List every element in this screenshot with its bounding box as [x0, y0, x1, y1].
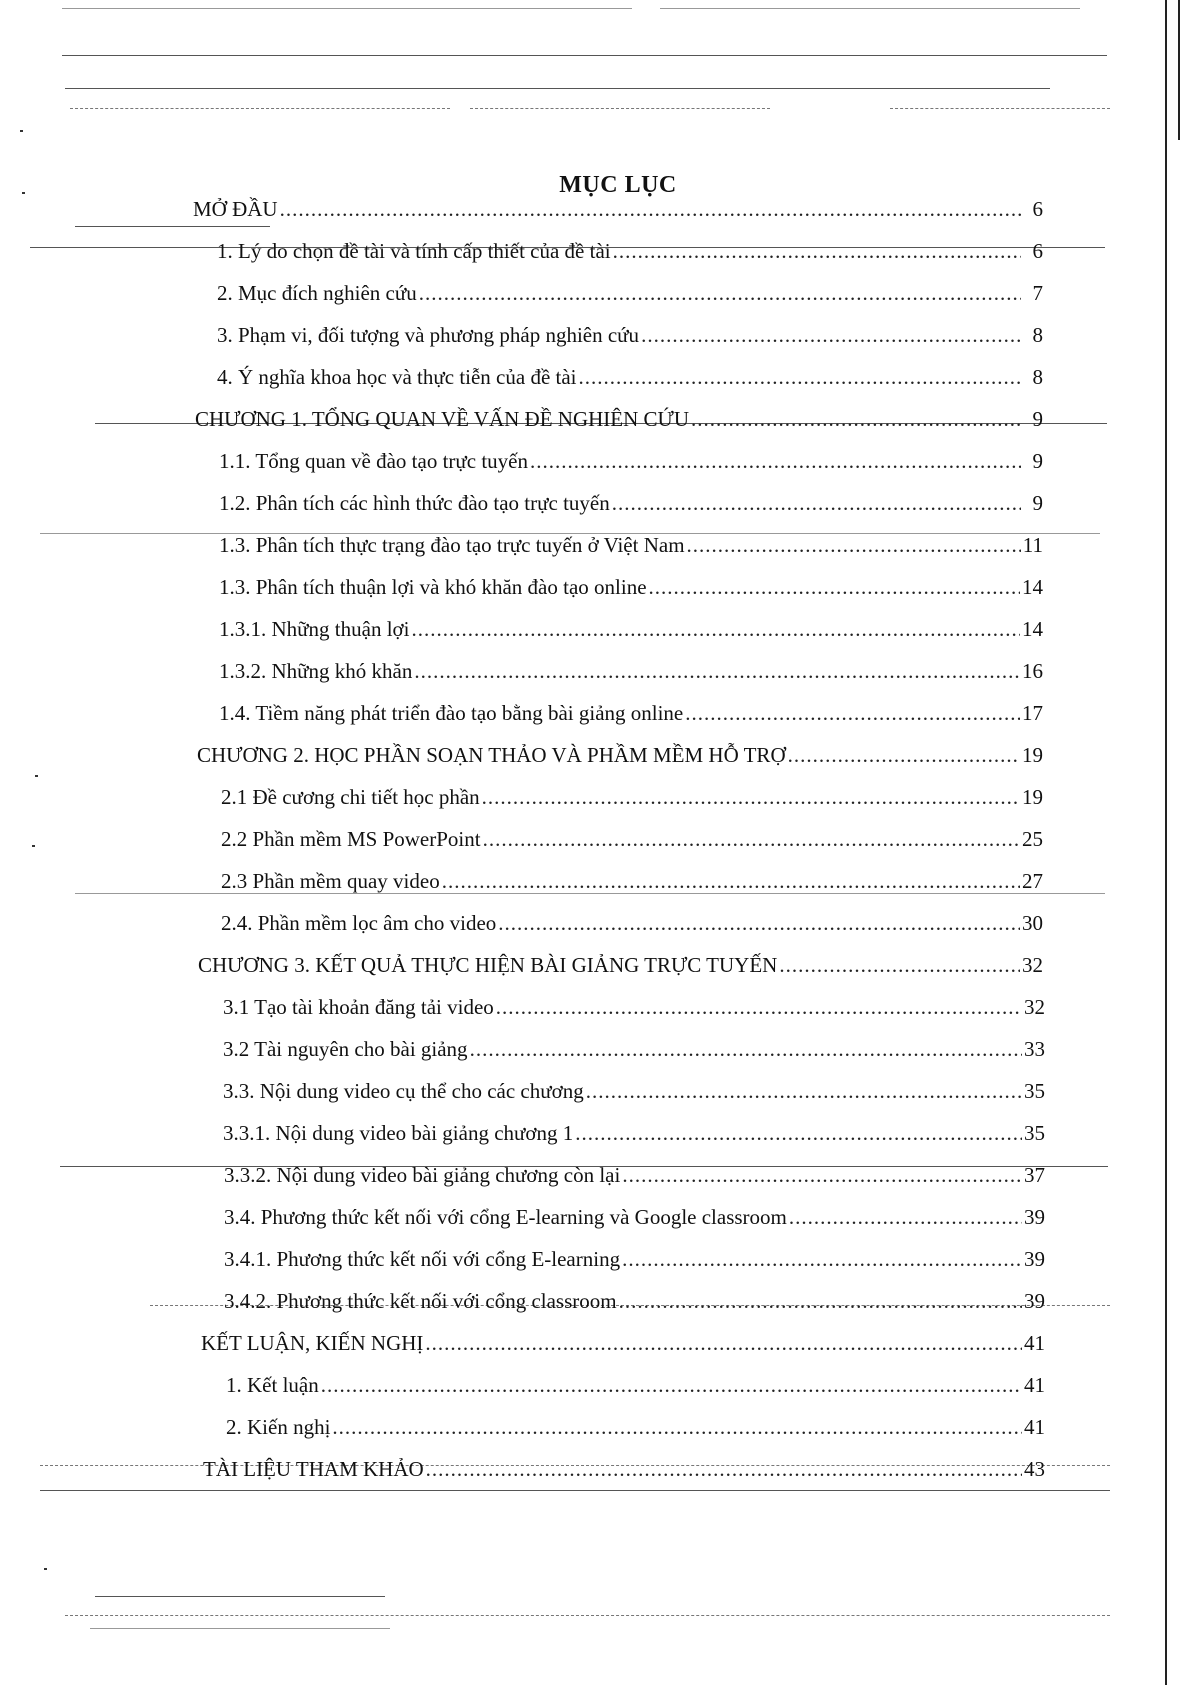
dot-leader	[280, 194, 1021, 224]
toc-entry[interactable]	[224, 1202, 1045, 1232]
toc-entry-label: CHƯƠNG 1. TỔNG QUAN VỀ VẤN ĐỀ NGHIÊN CỨU	[195, 407, 689, 431]
dot-leader	[788, 740, 1020, 770]
dot-leader	[426, 1454, 1022, 1484]
toc-entry[interactable]	[219, 530, 1043, 560]
toc-entry[interactable]	[217, 236, 1043, 266]
toc-entry[interactable]	[224, 1244, 1045, 1274]
dot-leader	[619, 1286, 1022, 1316]
dot-leader	[575, 1118, 1022, 1148]
toc-entry-page: 17	[1022, 701, 1043, 725]
toc-entry-page: 16	[1022, 659, 1043, 683]
toc-entry-page: 9	[1032, 449, 1043, 473]
toc-entry-label: KẾT LUẬN, KIẾN NGHỊ	[201, 1331, 424, 1355]
toc-entry-label: 2.2 Phần mềm MS PowerPoint	[221, 827, 481, 851]
dot-leader	[332, 1412, 1022, 1442]
toc-entry[interactable]	[219, 446, 1043, 476]
toc-entry-page: 41	[1024, 1331, 1045, 1355]
dot-leader	[442, 866, 1020, 896]
dot-leader	[613, 236, 1021, 266]
toc-entry[interactable]	[219, 656, 1043, 686]
dot-leader	[411, 614, 1020, 644]
toc-entry-page: 37	[1024, 1163, 1045, 1187]
dot-leader	[470, 1034, 1022, 1064]
toc-entry-page: 14	[1022, 617, 1043, 641]
toc-entry-page: 6	[1032, 197, 1043, 221]
dot-leader	[425, 1328, 1022, 1358]
toc-entry-page: 39	[1024, 1289, 1045, 1313]
toc-entry[interactable]	[219, 698, 1043, 728]
toc-entry-page: 19	[1022, 785, 1043, 809]
dot-leader	[530, 446, 1021, 476]
toc-entry-label: 1.3.2. Những khó khăn	[219, 659, 413, 683]
toc-entry[interactable]	[217, 320, 1043, 350]
toc-entry-page: 32	[1024, 995, 1045, 1019]
dot-leader	[789, 1202, 1022, 1232]
toc-entry[interactable]	[223, 1076, 1045, 1106]
toc-entry[interactable]	[224, 1286, 1045, 1316]
dot-leader	[321, 1370, 1022, 1400]
dot-leader	[496, 992, 1022, 1022]
toc-entry-page: 39	[1024, 1205, 1045, 1229]
toc-entry[interactable]	[197, 740, 1043, 770]
toc-entry[interactable]	[219, 614, 1043, 644]
dot-leader	[579, 362, 1021, 392]
page-title: MỤC LỤC	[559, 172, 677, 199]
dot-leader	[649, 572, 1020, 602]
toc-entry-page: 9	[1032, 491, 1043, 515]
toc-entry-label: 2.4. Phần mềm lọc âm cho video	[221, 911, 497, 935]
toc-entry-page: 39	[1024, 1247, 1045, 1271]
toc-entry-page: 9	[1032, 407, 1043, 431]
toc-entry-label: 3.4. Phương thức kết nối với cổng E-learning và Google classroom	[224, 1205, 787, 1229]
toc-entry-page: 35	[1024, 1121, 1045, 1145]
toc-entry-page: 32	[1022, 953, 1043, 977]
toc-entry-label: TÀI LIỆU THAM KHẢO	[203, 1457, 424, 1481]
toc-entry-page: 8	[1032, 365, 1043, 389]
toc-entry[interactable]	[217, 278, 1043, 308]
toc-entry-label: 3.4.1. Phương thức kết nối với cổng E-learning	[224, 1247, 621, 1271]
toc-entry-label: 1. Kết luận	[226, 1373, 319, 1397]
toc-entry-label: CHƯƠNG 3. KẾT QUẢ THỰC HIỆN BÀI GIẢNG TRỰC TUYẾN	[198, 953, 778, 977]
toc-entry-label: 1. Lý do chọn đề tài và tính cấp thiết của đề tài	[217, 239, 611, 263]
toc-entry-page: 8	[1032, 323, 1043, 347]
toc-entry[interactable]	[221, 908, 1043, 938]
dot-leader	[586, 1076, 1022, 1106]
dot-leader	[414, 656, 1020, 686]
toc-entry-label: 1.3. Phân tích thuận lợi và khó khăn đào tạo online	[219, 575, 647, 599]
toc-entry-page: 27	[1022, 869, 1043, 893]
toc-entry[interactable]	[221, 824, 1043, 854]
toc-entry-page: 19	[1022, 743, 1043, 767]
toc-entry-label: MỞ ĐẦU	[193, 197, 278, 221]
toc-entry[interactable]	[223, 1118, 1045, 1148]
toc-entry-page: 43	[1024, 1457, 1045, 1481]
toc-entry-page: 41	[1024, 1415, 1045, 1439]
dot-leader	[419, 278, 1021, 308]
toc-entry-label: 3.1 Tạo tài khoản đăng tải video	[223, 995, 494, 1019]
toc-entry[interactable]	[198, 950, 1043, 980]
toc-entry-label: 2.3 Phần mềm quay video	[221, 869, 440, 893]
dot-leader	[498, 908, 1020, 938]
dot-leader	[622, 1160, 1022, 1190]
toc-entry[interactable]	[226, 1412, 1045, 1442]
toc-entry-page: 7	[1032, 281, 1043, 305]
toc-entry-page: 6	[1032, 239, 1043, 263]
toc-entry-label: 1.2. Phân tích các hình thức đào tạo trực tuyến	[219, 491, 610, 515]
toc-entry-label: 1.3.1. Những thuận lợi	[219, 617, 410, 641]
toc-entry-label: CHƯƠNG 2. HỌC PHẦN SOẠN THẢO VÀ PHẦM MỀM HỖ TRỢ	[197, 743, 786, 767]
dot-leader	[482, 782, 1020, 812]
toc-entry-label: 3.3. Nội dung video cụ thể cho các chương	[223, 1079, 584, 1103]
toc-entry[interactable]	[193, 194, 1043, 224]
dot-leader	[641, 320, 1021, 350]
toc-entry-page: 35	[1024, 1079, 1045, 1103]
toc-entry[interactable]	[224, 1160, 1045, 1190]
toc-entry-label: 1.1. Tổng quan về đào tạo trực tuyến	[219, 449, 529, 473]
toc-entry-label: 1.4. Tiềm năng phát triển đào tạo bằng bài giảng online	[219, 701, 684, 725]
toc-entry[interactable]	[219, 572, 1043, 602]
toc-entry[interactable]	[223, 1034, 1045, 1064]
toc-entry-label: 3.2 Tài nguyên cho bài giảng	[223, 1037, 468, 1061]
toc-entry-label: 1.3. Phân tích thực trạng đào tạo trực tuyến ở Việt Nam	[219, 533, 685, 557]
toc-entry[interactable]	[201, 1328, 1045, 1358]
dot-leader	[779, 950, 1020, 980]
toc-entry-page: 11	[1022, 533, 1043, 557]
toc-entry-page: 41	[1024, 1373, 1045, 1397]
dot-leader	[612, 488, 1021, 518]
toc-entry[interactable]	[217, 362, 1043, 392]
toc-entry-page: 14	[1022, 575, 1043, 599]
dot-leader	[685, 698, 1020, 728]
toc-entry-label: 3.4.2. Phương thức kết nối với cổng classroom	[224, 1289, 617, 1313]
toc-entry-label: 3.3.1. Nội dung video bài giảng chương 1	[223, 1121, 574, 1145]
toc-entry[interactable]	[226, 1370, 1045, 1400]
toc-entry-page: 33	[1024, 1037, 1045, 1061]
toc-entry-label: 3.3.2. Nội dung video bài giảng chương còn lại	[224, 1163, 621, 1187]
toc-entry[interactable]	[219, 488, 1043, 518]
toc-entry[interactable]	[203, 1454, 1045, 1484]
toc-entry[interactable]	[195, 404, 1043, 434]
toc-entry-label: 2. Kiến nghị	[226, 1415, 331, 1439]
toc-entry-label: 4. Ý nghĩa khoa học và thực tiễn của đề tài	[217, 365, 577, 389]
toc-entry[interactable]	[221, 866, 1043, 896]
toc-entry-label: 2.1 Đề cương chi tiết học phần	[221, 785, 480, 809]
toc-entry[interactable]	[221, 782, 1043, 812]
dot-leader	[622, 1244, 1022, 1274]
toc-entry[interactable]	[223, 992, 1045, 1022]
dot-leader	[691, 404, 1021, 434]
toc-entry-label: 3. Phạm vi, đối tượng và phương pháp nghiên cứu	[217, 323, 640, 347]
toc-entry-label: 2. Mục đích nghiên cứu	[217, 281, 417, 305]
dot-leader	[687, 530, 1021, 560]
toc-entry-page: 25	[1022, 827, 1043, 851]
dot-leader	[483, 824, 1020, 854]
toc-entry-page: 30	[1022, 911, 1043, 935]
